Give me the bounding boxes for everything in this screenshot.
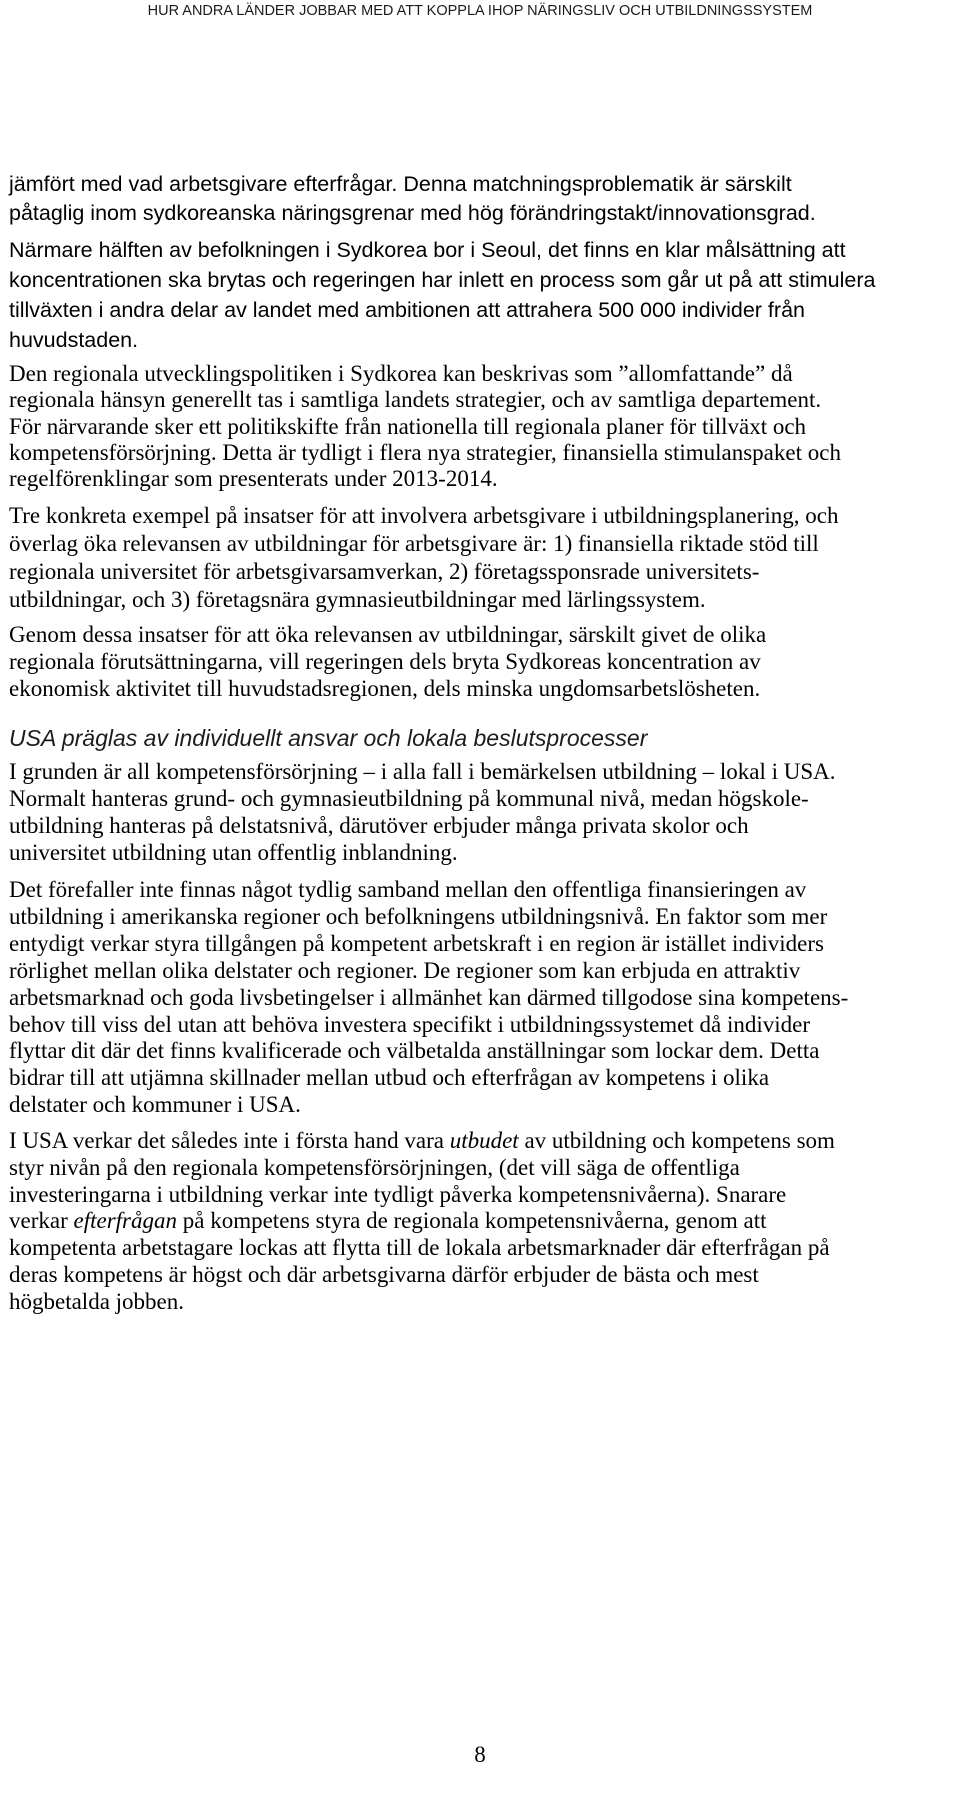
text-line: tillväxten i andra delar av landet med ambitionen att attrahera 500 000 individer från bbox=[9, 298, 805, 322]
text-line: För närvarande sker ett politikskifte från nationella till regionala planer för tillväxt och bbox=[9, 413, 807, 439]
text-line: kompetensförsörjning. Detta är tydligt i flera nya strategier, finansiella stimulanspaket och bbox=[9, 439, 841, 465]
text-line: universitet utbildning utan offentlig inblandning. bbox=[9, 840, 458, 865]
text-line: regionala hänsyn generellt tas i samtliga landets strategier, och av samtliga departement. bbox=[9, 387, 822, 413]
text-line: huvudstaden. bbox=[9, 328, 139, 352]
text-line: högbetalda jobben. bbox=[9, 1288, 185, 1314]
text-line: arbetsmarknad och goda livsbetingelser i allmänhet kan därmed tillgodose sina kompetens- bbox=[9, 984, 849, 1010]
text-segment: av utbildning och kompetens som bbox=[518, 1128, 835, 1153]
text-segment: I USA verkar det således inte i första hand vara bbox=[9, 1128, 450, 1153]
text-line: ekonomisk aktivitet till huvudstadsregionen, dels minska ungdomsarbetslösheten. bbox=[9, 676, 761, 701]
text-line: bidrar till att utjämna skillnader mellan utbud och efterfrågan av kompetens i olika bbox=[9, 1065, 770, 1091]
running-header: HUR ANDRA LÄNDER JOBBAR MED ATT KOPPLA IHOP NÄRINGSLIV OCH UTBILDNINGSSYSTEM bbox=[147, 3, 813, 19]
text-line: deras kompetens är högst och där arbetsgivarna därför erbjuder de bästa och mest bbox=[9, 1262, 759, 1287]
page-number: 8 bbox=[474, 1742, 486, 1767]
text-line: Det förefaller inte finnas något tydlig samband mellan den offentliga finansieringen av bbox=[9, 877, 807, 902]
text-line: styr nivån på den regionala kompetensförsörjningen, (det vill säga de offentliga bbox=[9, 1154, 740, 1180]
text-line: Normalt hanteras grund- och gymnasieutbildning på kommunal nivå, medan högskole- bbox=[9, 786, 809, 811]
text-line: Genom dessa insatser för att öka relevansen av utbildningar, särskilt givet de olika bbox=[9, 622, 767, 647]
text-line: utbildningar, och 3) företagsnära gymnasieutbildningar med lärlingssystem. bbox=[9, 587, 706, 612]
emphasized-word: utbudet bbox=[449, 1128, 519, 1153]
text-line: Tre konkreta exempel på insatser för att involvera arbetsgivare i utbildningsplanering, och bbox=[9, 503, 839, 528]
text-line: delstater och kommuner i USA. bbox=[9, 1092, 301, 1118]
text-line: påtaglig inom sydkoreanska näringsgrenar med hög förändringstakt/innovationsgrad. bbox=[9, 201, 816, 225]
text-line: regionala universitet för arbetsgivarsamverkan, 2) företagssponsrade universitets- bbox=[9, 559, 760, 584]
emphasized-word: efterfrågan bbox=[73, 1208, 177, 1234]
text-line: flyttar dit där det finns kvalificerade och välbetalda anställningar som lockar dem. Detta bbox=[9, 1038, 820, 1064]
text-line: utbildning hanteras på delstatsnivå, därutöver erbjuder många privata skolor och bbox=[9, 813, 749, 838]
text-segment: verkar bbox=[9, 1208, 74, 1234]
text-line: koncentrationen ska brytas och regeringen har inlett en process som går ut på att stimulera bbox=[9, 268, 876, 292]
text-segment: på kompetens styra de regionala kompetensnivåerna, genom att bbox=[177, 1208, 767, 1234]
text-line bbox=[9, 1207, 767, 1235]
text-line: regionala förutsättningarna, vill regeringen dels bryta Sydkoreas koncentration av bbox=[9, 649, 761, 674]
text-line: behov till viss del utan att behöva investera specifikt i utbildningssystemet då individer bbox=[9, 1011, 811, 1037]
text-line: utbildning i amerikanska regioner och befolkningens utbildningsnivå. En faktor som mer bbox=[9, 903, 828, 929]
text-line: regelförenklingar som presenterats under 2013-2014. bbox=[9, 466, 498, 491]
text-line: rörlighet mellan olika delstater och regioner. De regioner som kan erbjuda en attraktiv bbox=[9, 957, 801, 983]
text-line: entydigt verkar styra tillgången på kompetent arbetskraft i en region är istället individers bbox=[9, 930, 824, 956]
text-line: Den regionala utvecklingspolitiken i Sydkorea kan beskrivas som ”allomfattande” då bbox=[9, 361, 793, 386]
section-heading-text: USA präglas av individuellt ansvar och lokala beslutsprocesser bbox=[9, 725, 648, 751]
text-line: överlag öka relevansen av utbildningar för arbetsgivare är: 1) finansiella riktade stöd till bbox=[9, 531, 819, 556]
text-line: jämfört med vad arbetsgivare efterfrågar. Denna matchningsproblematik är särskilt bbox=[9, 172, 792, 196]
text-line bbox=[9, 1127, 835, 1155]
text-line: kompetenta arbetstagare lockas att flytta till de lokala arbetsmarknader där efterfrågan på bbox=[9, 1235, 830, 1261]
text-line: investeringarna i utbildning verkar inte tydligt påverka kompetensnivåerna). Snarare bbox=[9, 1181, 787, 1207]
text-line: Närmare hälften av befolkningen i Sydkorea bor i Seoul, det finns en klar målsättning att bbox=[9, 238, 846, 262]
text-line: I grunden är all kompetensförsörjning – i alla fall i bemärkelsen utbildning – lokal i USA. bbox=[9, 759, 836, 784]
